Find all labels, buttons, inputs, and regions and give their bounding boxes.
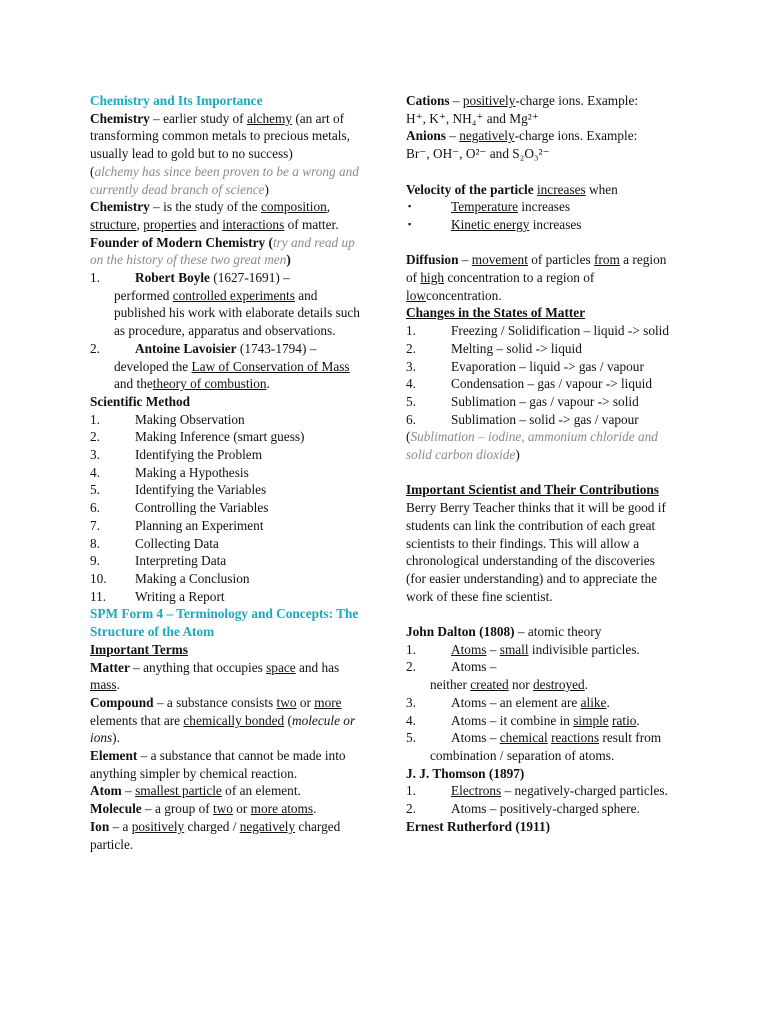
velocity-bullet-list	[406, 198, 678, 233]
text: of matter.	[284, 216, 339, 232]
scientific-method-heading: Scientific Method	[90, 393, 191, 409]
list-number: 3.	[406, 694, 416, 710]
list-text: Writing a Report	[135, 588, 225, 604]
dates: (1627-1691) –	[209, 270, 290, 286]
text: –	[458, 252, 472, 268]
list-number: 3.	[406, 358, 416, 374]
scientific-method-step	[90, 588, 362, 606]
bullet-icon: ▪	[408, 201, 412, 212]
list-number: 7.	[90, 517, 100, 533]
state-change-item	[406, 322, 678, 340]
text: .	[266, 376, 270, 392]
text: or	[296, 694, 315, 710]
dates: (1743-1794) –	[236, 340, 317, 356]
list-number: 1.	[406, 641, 416, 657]
underlined-term: more atoms	[250, 801, 314, 817]
term-ion	[90, 818, 362, 853]
text: and the	[114, 376, 153, 392]
list-text: Condensation – gas / vapour -> liquid	[451, 376, 653, 392]
bullet-icon: ▪	[408, 218, 412, 229]
text: developed the	[114, 358, 192, 374]
list-number: 10.	[90, 570, 107, 586]
text: charged particle.	[90, 818, 341, 852]
scientific-method-step	[90, 446, 362, 464]
paren: )	[515, 447, 520, 463]
list-text: Collecting Data	[135, 535, 219, 551]
list-number: 1.	[406, 783, 416, 799]
underlined-term: chemical	[499, 730, 548, 746]
term-molecule	[90, 800, 362, 818]
text: – is the study of the	[149, 199, 261, 215]
term-atom	[90, 782, 362, 800]
list-number: 5.	[406, 730, 416, 746]
dalton-item-5	[406, 729, 678, 764]
text: Atoms – an element are	[451, 694, 581, 710]
text: .	[313, 801, 317, 817]
list-number: 2.	[406, 801, 416, 817]
list-text: Making Observation	[135, 411, 245, 427]
text: indivisible particles.	[528, 641, 640, 657]
text: – a substance that cannot be made into anything simpler by chemical reaction.	[90, 748, 346, 781]
scientific-method-step	[90, 481, 362, 499]
underlined-term: two	[212, 801, 233, 817]
dalton-item-4	[406, 712, 678, 730]
dalton-item-2	[406, 658, 678, 693]
text: –	[449, 93, 463, 108]
list-number: 3.	[90, 447, 100, 463]
text: – negatively-charged particles.	[501, 783, 668, 799]
chemistry-definition-study	[90, 198, 362, 233]
scientific-method-list	[90, 411, 362, 606]
section-title-chemistry-importance: Chemistry and Its Importance	[90, 93, 263, 108]
list-number: 4.	[90, 464, 100, 480]
list-number: 5.	[90, 482, 100, 498]
term: Molecule	[90, 801, 142, 817]
underlined-term: alike	[580, 694, 607, 710]
state-change-item	[406, 375, 678, 393]
text: – a group of	[141, 801, 213, 817]
text-line: Atoms – positively-charged sphere.	[451, 801, 640, 817]
text: and	[196, 216, 223, 232]
text: -charge ions. Example:	[514, 128, 638, 144]
text: (	[284, 712, 292, 728]
founder-heading	[90, 234, 362, 269]
list-number: 2.	[406, 340, 416, 356]
cations-examples: H⁺, K⁺, NH₄⁺ and Mg²⁺	[406, 110, 539, 126]
term: Atom	[90, 783, 122, 799]
text: .	[636, 712, 640, 728]
name: John Dalton (1808)	[406, 624, 515, 640]
list-text: Planning an Experiment	[135, 517, 264, 533]
list-text: Making a Hypothesis	[135, 464, 249, 480]
text: result from combination / separation of atoms.	[430, 730, 662, 763]
list-text: Interpreting Data	[135, 553, 227, 569]
list-number: 2.	[406, 659, 416, 675]
text: –	[445, 128, 460, 144]
left-column	[90, 92, 362, 853]
underlined-term: chemically bonded	[183, 712, 285, 728]
text: concentration.	[425, 287, 502, 303]
thomson-item-2	[406, 800, 678, 818]
note: Sublimation – iodine, ammonium chloride and solid carbon dioxide	[406, 429, 658, 463]
underlined-term: created	[470, 677, 509, 693]
spacer	[406, 163, 678, 181]
scientific-method-step	[90, 552, 362, 570]
text-line	[430, 712, 678, 730]
thomson-item-1	[406, 782, 678, 800]
scientific-method-step	[90, 570, 362, 588]
spacer	[406, 605, 678, 623]
thomson-heading: J. J. Thomson (1897)	[406, 765, 525, 781]
list-text: Melting – solid -> liquid	[451, 340, 582, 356]
underlined-term: mass	[90, 677, 117, 693]
text: – anything that occupies	[129, 659, 267, 675]
term: Matter	[90, 659, 130, 675]
text: Atoms – it combine in	[451, 712, 574, 728]
text: elements that are	[90, 712, 184, 728]
paren: )	[286, 252, 291, 268]
founder-name-line	[114, 340, 362, 358]
text: .	[606, 694, 610, 710]
paren: )	[264, 181, 269, 197]
text: –	[121, 783, 136, 799]
text: (an art of transforming common metals to precious metals, usually lead to gold but to no success)	[90, 110, 350, 162]
text: concentration to a region of	[444, 270, 595, 285]
list-text: Sublimation – solid -> gas / vapour	[451, 411, 639, 427]
underlined-term: negatively	[459, 128, 515, 144]
note: try and read up on the history of these two great men	[90, 234, 355, 268]
term: Compound	[90, 694, 154, 710]
term: Ion	[90, 818, 110, 834]
underlined-term: simple	[573, 712, 609, 728]
diffusion-definition	[406, 251, 678, 304]
founder-lavoisier	[90, 340, 362, 393]
list-number: 2.	[90, 429, 100, 445]
list-number: 6.	[90, 500, 100, 516]
underlined-term: theory of combustion	[152, 376, 267, 392]
text-line	[430, 641, 678, 659]
note: molecule or ions	[90, 712, 356, 746]
right-column	[406, 92, 678, 835]
underlined-term: movement	[471, 252, 528, 268]
list-text: Controlling the Variables	[135, 500, 269, 516]
name: Robert Boyle	[135, 270, 210, 286]
velocity-heading	[406, 181, 678, 199]
alchemy-note	[90, 163, 362, 198]
dalton-item-3	[406, 694, 678, 712]
text: .	[116, 677, 120, 693]
cations-definition	[406, 92, 678, 110]
list-text: Freezing / Solidification – liquid -> solid	[451, 323, 670, 339]
important-terms-heading: Important Terms	[90, 641, 188, 657]
list-number: 2.	[90, 340, 100, 356]
heading: Founder of Modern Chemistry (	[90, 234, 273, 250]
text: charged /	[184, 818, 240, 834]
list-text: Making a Conclusion	[135, 570, 250, 586]
scientists-heading: Important Scientist and Their Contributions	[406, 482, 659, 498]
underlined-term: space	[266, 659, 296, 675]
dalton-heading	[406, 623, 678, 641]
text-line	[430, 694, 678, 712]
scientists-intro: Berry Berry Teacher thinks that it will be good if students can link the contribution of each great scientists to their findings. This will allow a chronological understanding of the discoveries (for easier understanding) and to appreciate the work of these fine scientist.	[406, 500, 666, 604]
underlined-term: Electrons	[451, 783, 502, 799]
underlined-term: low	[406, 287, 426, 303]
term-compound	[90, 694, 362, 747]
spm-section-title: SPM Form 4 – Terminology and Concepts: The Structure of the Atom	[90, 606, 359, 640]
underlined-term: Kinetic energy	[451, 216, 530, 232]
text: ).	[112, 730, 120, 746]
scientific-method-step	[90, 411, 362, 429]
list-number: 6.	[406, 411, 416, 427]
anions-definition	[406, 127, 678, 145]
chemistry-definition-alchemy	[90, 110, 362, 163]
state-change-item	[406, 411, 678, 429]
changes-of-state-list	[406, 322, 678, 428]
term: Diffusion	[406, 252, 459, 268]
term: Cations	[406, 93, 450, 108]
text: – atomic theory	[514, 624, 602, 640]
velocity-condition-item	[406, 198, 678, 216]
text-line: Atoms –	[451, 659, 497, 675]
velocity-condition-item	[406, 216, 678, 234]
underlined-term: structure	[90, 216, 137, 232]
text: – a	[109, 818, 132, 834]
spacer	[406, 464, 678, 482]
rutherford-heading: Ernest Rutherford (1911)	[406, 818, 551, 834]
underlined-term: controlled experiments	[172, 287, 295, 303]
underlined-term: properties	[143, 216, 197, 232]
underlined-term: alchemy	[246, 110, 292, 126]
founder-name-line	[114, 269, 362, 287]
list-text: Identifying the Variables	[135, 482, 267, 498]
underlined-term: negatively	[239, 818, 296, 834]
list-text: Making Inference (smart guess)	[135, 429, 305, 445]
list-text: Evaporation – liquid -> gas / vapour	[451, 358, 644, 374]
heading: Velocity of the particle	[406, 181, 534, 197]
state-change-item	[406, 340, 678, 358]
list-number: 8.	[90, 535, 100, 551]
underlined-term: composition	[261, 199, 327, 215]
scientific-method-step	[90, 517, 362, 535]
sublimation-note	[406, 428, 678, 463]
founder-boyle	[90, 269, 362, 340]
text: or	[232, 801, 251, 817]
text: when	[585, 181, 618, 197]
text: increases	[518, 199, 571, 215]
text: and has	[295, 659, 340, 675]
term: Chemistry	[90, 110, 150, 126]
text: of particles	[527, 252, 594, 268]
scientific-method-step	[90, 428, 362, 446]
list-number: 1.	[90, 411, 100, 427]
text: – a substance consists	[153, 694, 277, 710]
underlined-term: interactions	[222, 216, 285, 232]
text: ,	[326, 199, 331, 215]
paren: (	[406, 429, 411, 445]
state-change-item	[406, 358, 678, 376]
text: Atoms –	[451, 730, 500, 746]
list-number: 1.	[90, 270, 100, 286]
underlined-term: Temperature	[451, 199, 518, 215]
text: increases	[529, 216, 582, 232]
underlined-term: destroyed	[533, 677, 585, 693]
underlined-term: ratio	[612, 712, 637, 728]
underlined-term: two	[276, 694, 297, 710]
changes-of-state-heading: Changes in the States of Matter	[406, 305, 586, 321]
text: –	[486, 641, 500, 657]
paren: (	[90, 163, 95, 179]
term-matter	[90, 659, 362, 694]
list-text: Identifying the Problem	[135, 447, 263, 463]
list-text: Sublimation – gas / vapour -> solid	[451, 393, 639, 409]
text: neither	[430, 677, 471, 693]
scientific-method-step	[90, 535, 362, 553]
scientific-method-step	[90, 499, 362, 517]
text: ,	[136, 216, 144, 232]
text: .	[584, 677, 589, 693]
underlined-term: Atoms	[451, 641, 487, 657]
text: performed	[114, 287, 173, 303]
underlined-term: positively	[131, 818, 185, 834]
list-number: 5.	[406, 393, 416, 409]
term: Element	[90, 748, 138, 764]
list-number: 4.	[406, 376, 416, 392]
spacer	[406, 234, 678, 252]
underlined-term: increases	[536, 181, 586, 197]
underlined-term: more	[314, 694, 342, 710]
text: of an element.	[221, 783, 301, 799]
anions-examples: Br⁻, OH⁻, O²⁻ and S₂O₃²⁻	[406, 146, 550, 162]
list-number: 4.	[406, 712, 416, 728]
text: – earlier study of	[149, 110, 247, 126]
state-change-item	[406, 393, 678, 411]
dalton-item-1	[406, 641, 678, 659]
underlined-term: positively	[462, 93, 516, 108]
term: Anions	[406, 128, 446, 144]
text: a region of	[406, 252, 667, 285]
list-number: 1.	[406, 323, 416, 339]
term-element	[90, 747, 362, 782]
name: Antoine Lavoisier	[135, 340, 237, 356]
underlined-term: smallest particle	[135, 783, 222, 799]
text: and published his work with elaborate details such as procedure, apparatus and observations.	[114, 287, 360, 339]
list-number: 9.	[90, 553, 100, 569]
scientific-method-step	[90, 464, 362, 482]
text: -charge ions. Example:	[515, 93, 639, 108]
note: alchemy has since been proven to be a wrong and currently dead branch of science	[90, 163, 359, 197]
term: Chemistry	[90, 199, 150, 215]
underlined-term: high	[420, 270, 445, 285]
underlined-term: small	[499, 641, 529, 657]
underlined-term: reactions	[551, 730, 600, 746]
underlined-term: from	[594, 252, 620, 268]
list-number: 11.	[90, 588, 107, 604]
underlined-term: Law of Conservation of Mass	[191, 358, 350, 374]
text: nor	[508, 677, 534, 693]
